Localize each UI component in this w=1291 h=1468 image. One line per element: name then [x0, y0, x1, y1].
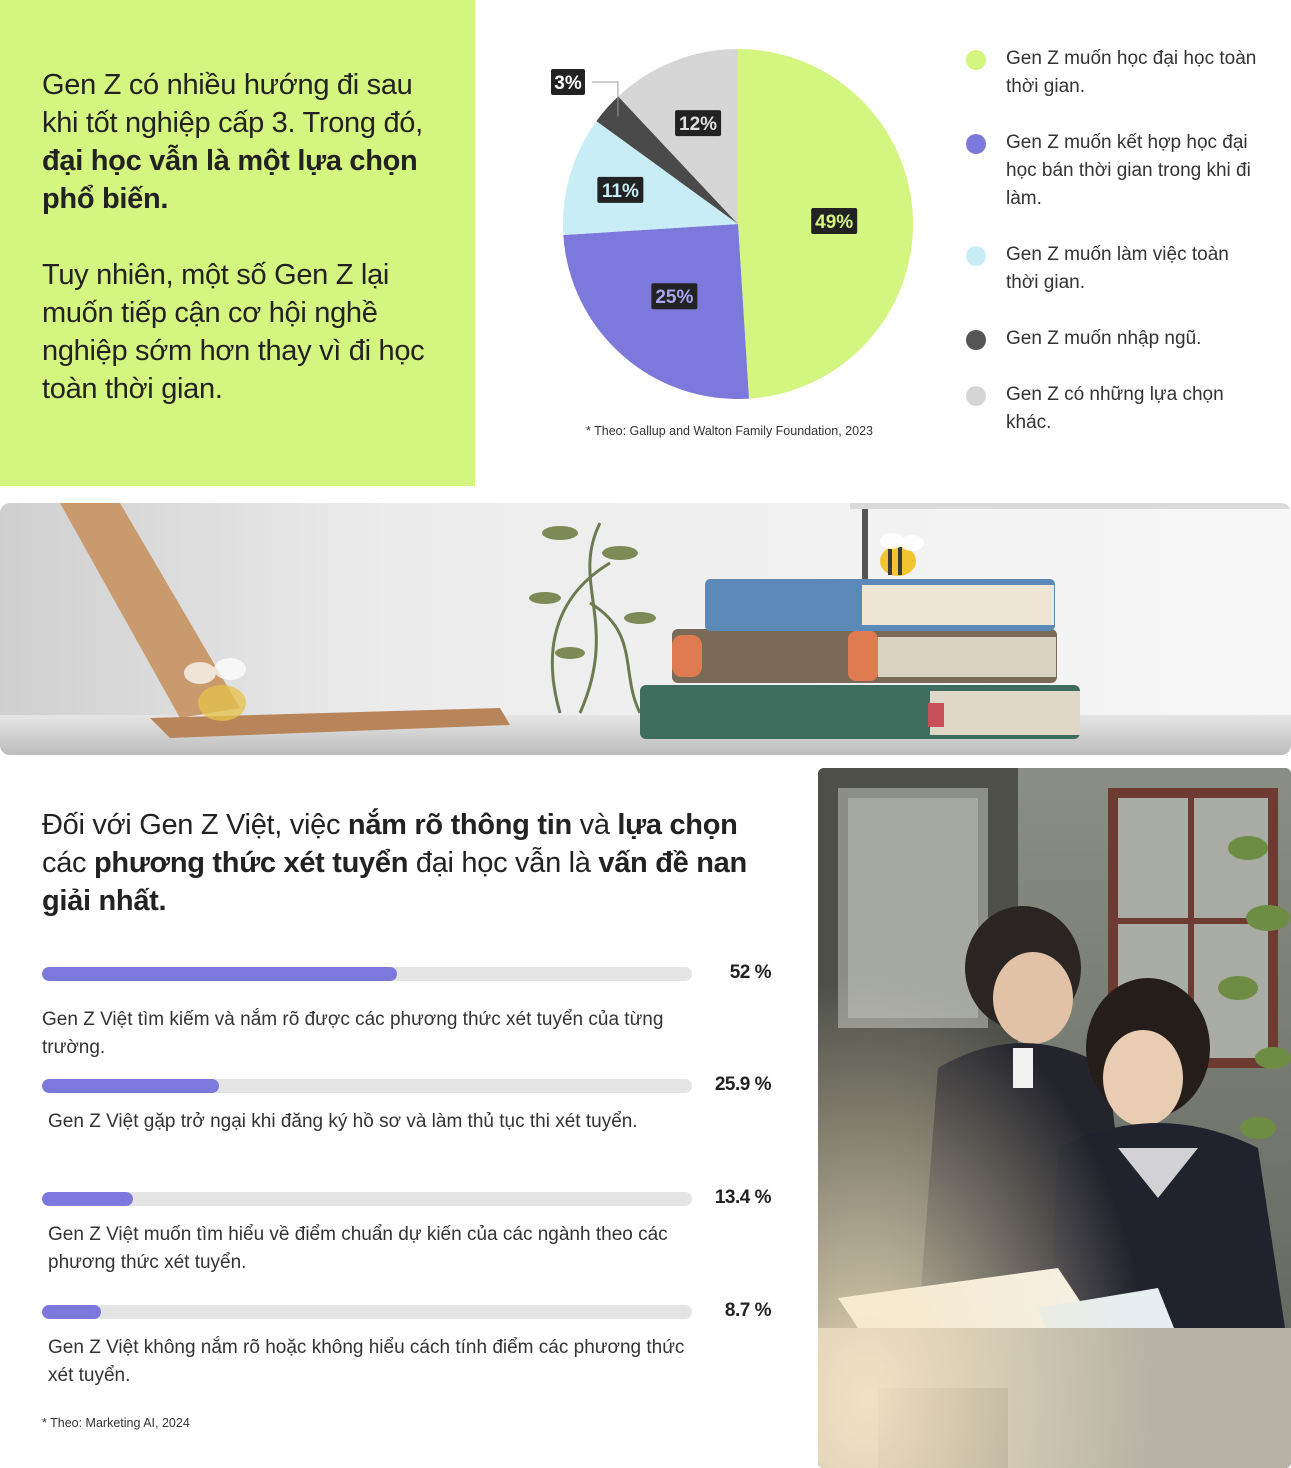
legend-label: Gen Z muốn nhập ngũ. [1006, 328, 1202, 349]
intro-text-bold: đại học vẫn là một lựa chọn phổ biến. [42, 145, 418, 215]
intro-panel [0, 0, 475, 486]
stat-bar-fill [42, 1192, 133, 1206]
intro-paragraph-1 [42, 66, 452, 218]
stat-bar [42, 1079, 692, 1093]
blue-book [705, 579, 1055, 631]
stat-description: Gen Z Việt tìm kiếm và nắm rõ được các phương thức xét tuyển của từng trường. [42, 1009, 664, 1058]
legend-label: Gen Z muốn học đại học toàn thời gian. [1006, 48, 1257, 97]
pie-slice-label: 3% [554, 73, 582, 94]
stat-description: Gen Z Việt muốn tìm hiểu về điểm chuẩn dự kiến của các ngành theo các phương thức xét tuyển. [48, 1224, 668, 1273]
legend-dot [966, 134, 986, 154]
legend-dot [966, 386, 986, 406]
stat-value: 13.4 % [714, 1187, 771, 1208]
pie-slice-label: 25% [655, 287, 694, 309]
students-illustration [818, 768, 1291, 1468]
legend-dot [966, 50, 986, 70]
bar-source-note: * Theo: Marketing AI, 2024 [42, 1416, 190, 1430]
pie-chart [530, 40, 930, 420]
stat-value: 8.7 % [724, 1300, 771, 1321]
legend-label: Gen Z muốn làm việc toàn thời gian. [1006, 244, 1229, 293]
stat-bar [42, 1192, 692, 1206]
intro-text-regular: Gen Z có nhiều hướng đi sau khi tốt nghiệp cấp 3. Trong đó, [42, 69, 423, 139]
stat-value: 25.9 % [714, 1074, 771, 1095]
stat-bar-fill [42, 1079, 219, 1093]
stat-description: Gen Z Việt không nắm rõ hoặc không hiểu cách tính điểm các phương thức xét tuyển. [48, 1337, 685, 1386]
pie-slice-label: 12% [679, 114, 718, 136]
students-photo [818, 768, 1291, 1468]
legend-dot [966, 330, 986, 350]
pie-slice [563, 224, 749, 399]
heading-text: đại học vẫn là [408, 847, 599, 879]
heading-bold-text: phương thức xét tuyển [94, 847, 409, 879]
brown-book [672, 629, 1057, 683]
legend-dot [966, 246, 986, 266]
books-banner-image [0, 503, 1291, 755]
section2-heading [42, 806, 782, 920]
stat-description: Gen Z Việt gặp trở ngại khi đăng ký hồ sơ và làm thủ tục thi xét tuyển. [48, 1111, 638, 1132]
stat-bar [42, 1305, 692, 1319]
stat-bar-fill [42, 967, 397, 981]
pie-slice-label: 49% [815, 211, 854, 233]
pie-source-note: * Theo: Gallup and Walton Family Foundation, 2023 [586, 424, 873, 438]
heading-bold-text: lựa chọn [617, 809, 738, 841]
heading-bold-text: vấn đề nan giải nhất. [42, 847, 747, 917]
heading-bold-text: nắm rõ thông tin [347, 809, 572, 841]
stat-bar [42, 967, 692, 981]
heading-text: và [571, 809, 618, 841]
stat-value: 52 % [729, 962, 771, 983]
legend-label: Gen Z muốn kết hợp học đại học bán thời gian trong khi đi làm. [1006, 132, 1251, 209]
stat-bar-fill [42, 1305, 101, 1319]
heading-text: Đối với Gen Z Việt, việc [42, 809, 348, 841]
green-book [640, 685, 1080, 739]
heading-text: các [42, 847, 94, 879]
intro-paragraph-2: Tuy nhiên, một số Gen Z lại muốn tiếp cận cơ hội nghề nghiệp sớm hơn thay vì đi học toàn thời gian. [42, 259, 425, 405]
pie-slice-label: 11% [601, 180, 639, 202]
books-illustration [0, 503, 1291, 755]
legend-label: Gen Z có những lựa chọn khác. [1006, 384, 1224, 433]
